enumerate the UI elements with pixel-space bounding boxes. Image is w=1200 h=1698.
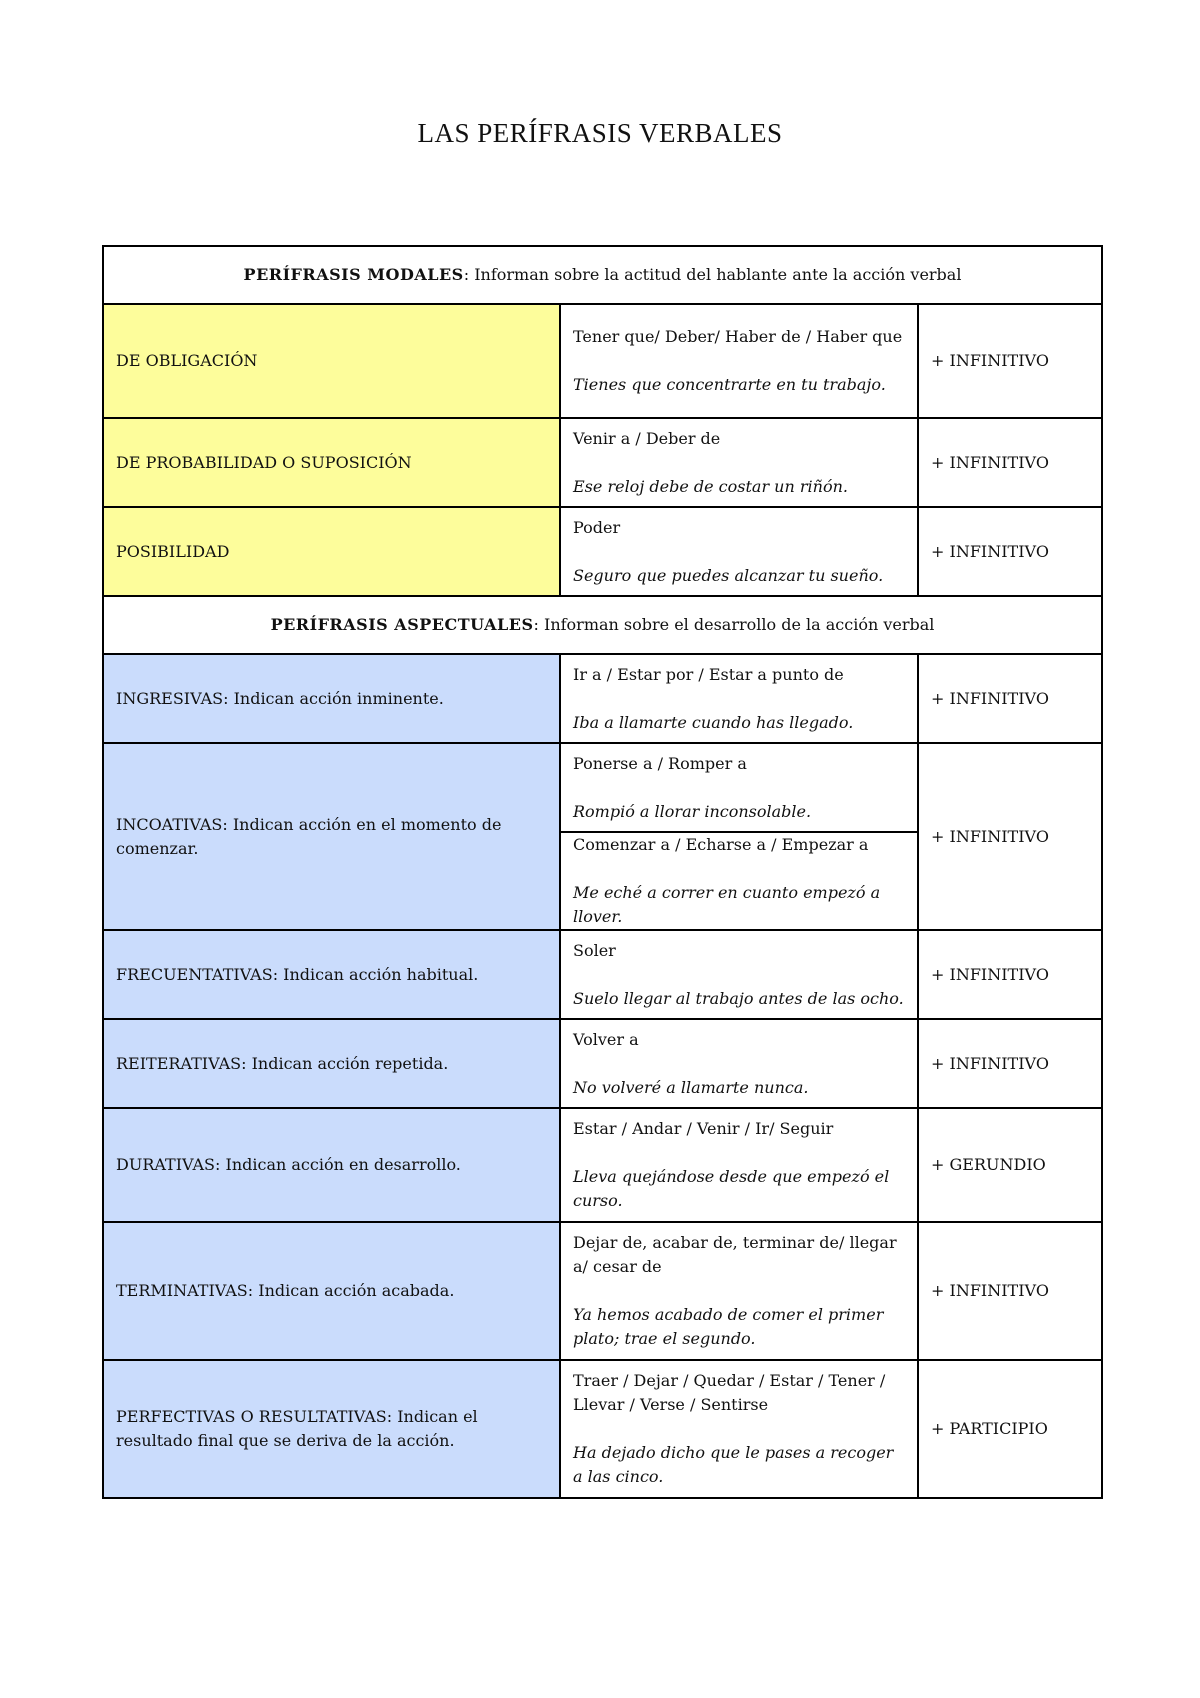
form-cell: [560, 930, 918, 1019]
form-cell: [560, 304, 918, 418]
category-description: : Indican acción repetida.: [241, 1053, 449, 1073]
form-example: Rompió a llorar inconsolable.: [573, 801, 812, 821]
category-name: DE PROBABILIDAD O SUPOSICIÓN: [116, 452, 412, 472]
suffix-cell: + INFINITIVO: [918, 1222, 1102, 1360]
form-example: Seguro que puedes alcanzar tu sueño.: [573, 565, 884, 585]
form-verbs: Comenzar a / Echarse a / Empezar a: [573, 835, 869, 854]
suffix-cell: + PARTICIPIO: [918, 1360, 1102, 1498]
form-cell: [560, 1108, 918, 1222]
perifrasis-table: [102, 245, 1103, 1499]
category-description: : Indican acción habitual.: [272, 964, 479, 984]
form-example: Ese reloj debe de costar un riñón.: [573, 476, 848, 496]
form-verbs: Ir a / Estar por / Estar a punto de: [573, 664, 844, 684]
category-cell: [103, 1360, 560, 1498]
form-verbs: Traer / Dejar / Quedar / Estar / Tener / Llevar / Verse / Sentirse: [573, 1371, 886, 1414]
category-name: DURATIVAS: [116, 1155, 216, 1174]
table-row: [103, 1108, 1102, 1222]
table-row: [103, 654, 1102, 743]
form-cell: [560, 1360, 918, 1498]
suffix-cell: + INFINITIVO: [918, 304, 1102, 418]
suffix-cell: + GERUNDIO: [918, 1108, 1102, 1222]
category-cell: [103, 930, 560, 1019]
category-name: TERMINATIVAS: [116, 1281, 248, 1300]
table-row: [103, 304, 1102, 418]
category-description: : Indican acción acabada.: [247, 1281, 455, 1300]
form-cell: [560, 654, 918, 743]
modales-header: [103, 246, 1102, 304]
category-cell: [103, 418, 560, 507]
table-row: [103, 507, 1102, 596]
table-row: [103, 1222, 1102, 1360]
form-cell: [560, 1019, 918, 1108]
form-example: Lleva quejándose desde que empezó el curso.: [573, 1167, 890, 1210]
category-name: PERFECTIVAS O RESULTATIVAS: [116, 1407, 387, 1426]
category-name: REITERATIVAS: [116, 1053, 242, 1073]
category-name: POSIBILIDAD: [116, 541, 230, 561]
suffix-cell: + INFINITIVO: [918, 507, 1102, 596]
form-verbs: Estar / Andar / Venir / Ir/ Seguir: [573, 1119, 834, 1138]
form-verbs: Poder: [573, 517, 621, 537]
form-cell: [560, 832, 918, 930]
form-cell: [560, 507, 918, 596]
form-example: Ya hemos acabado de comer el primer plato; trae el segundo.: [573, 1305, 884, 1348]
form-cell: [560, 1222, 918, 1360]
form-example: Suelo llegar al trabajo antes de las ocho.: [573, 988, 904, 1008]
form-example: No volveré a llamarte nunca.: [573, 1077, 809, 1097]
category-name: INCOATIVAS: [116, 814, 223, 834]
category-description: : Indican acción en desarrollo.: [215, 1155, 461, 1174]
table-row: [103, 1360, 1102, 1498]
form-example: Tienes que concentrarte en tu trabajo.: [573, 375, 886, 394]
category-cell: [103, 654, 560, 743]
category-description: : Indican acción inminente.: [223, 688, 444, 708]
category-cell: [103, 1222, 560, 1360]
suffix-cell: + INFINITIVO: [918, 930, 1102, 1019]
form-cell: [560, 743, 918, 832]
modales-description: : Informan sobre la actitud del hablante ante la acción verbal: [463, 265, 962, 284]
suffix-cell: + INFINITIVO: [918, 1019, 1102, 1108]
category-name: FRECUENTATIVAS: [116, 964, 273, 984]
modales-heading: PERÍFRASIS MODALES: [243, 265, 464, 284]
table-row: [103, 930, 1102, 1019]
aspectuales-header-row: [103, 596, 1102, 654]
page-title: LAS PERÍFRASIS VERBALES: [417, 118, 783, 148]
table-row: [103, 743, 1102, 832]
form-cell: [560, 418, 918, 507]
category-name: DE OBLIGACIÓN: [116, 351, 258, 370]
form-example: Me eché a correr en cuanto empezó a llover.: [573, 883, 881, 926]
category-description: : Indican el resultado final que se deriva de la acción.: [116, 1407, 478, 1450]
category-cell: [103, 1019, 560, 1108]
modales-header-row: [103, 246, 1102, 304]
category-name: INGRESIVAS: [116, 688, 224, 708]
form-verbs: Volver a: [573, 1029, 639, 1049]
form-verbs: Venir a / Deber de: [573, 428, 721, 448]
form-verbs: Ponerse a / Romper a: [573, 753, 747, 773]
suffix-cell: + INFINITIVO: [918, 743, 1102, 930]
category-cell: [103, 743, 560, 930]
suffix-cell: + INFINITIVO: [918, 418, 1102, 507]
aspectuales-description: : Informan sobre el desarrollo de la acción verbal: [533, 615, 935, 634]
table-row: [103, 418, 1102, 507]
table-row: [103, 1019, 1102, 1108]
form-example: Iba a llamarte cuando has llegado.: [573, 712, 854, 732]
category-description: : Indican acción en el momento de comenzar.: [116, 814, 502, 858]
category-cell: [103, 507, 560, 596]
aspectuales-header: [103, 596, 1102, 654]
aspectuales-heading: PERÍFRASIS ASPECTUALES: [270, 615, 534, 634]
form-verbs: Soler: [573, 940, 616, 960]
category-cell: [103, 1108, 560, 1222]
form-verbs: Tener que/ Deber/ Haber de / Haber que: [573, 327, 903, 346]
form-verbs: Dejar de, acabar de, terminar de/ llegar a/ cesar de: [573, 1233, 897, 1276]
category-cell: [103, 304, 560, 418]
form-example: Ha dejado dicho que le pases a recoger a las cinco.: [573, 1443, 894, 1486]
suffix-cell: + INFINITIVO: [918, 654, 1102, 743]
